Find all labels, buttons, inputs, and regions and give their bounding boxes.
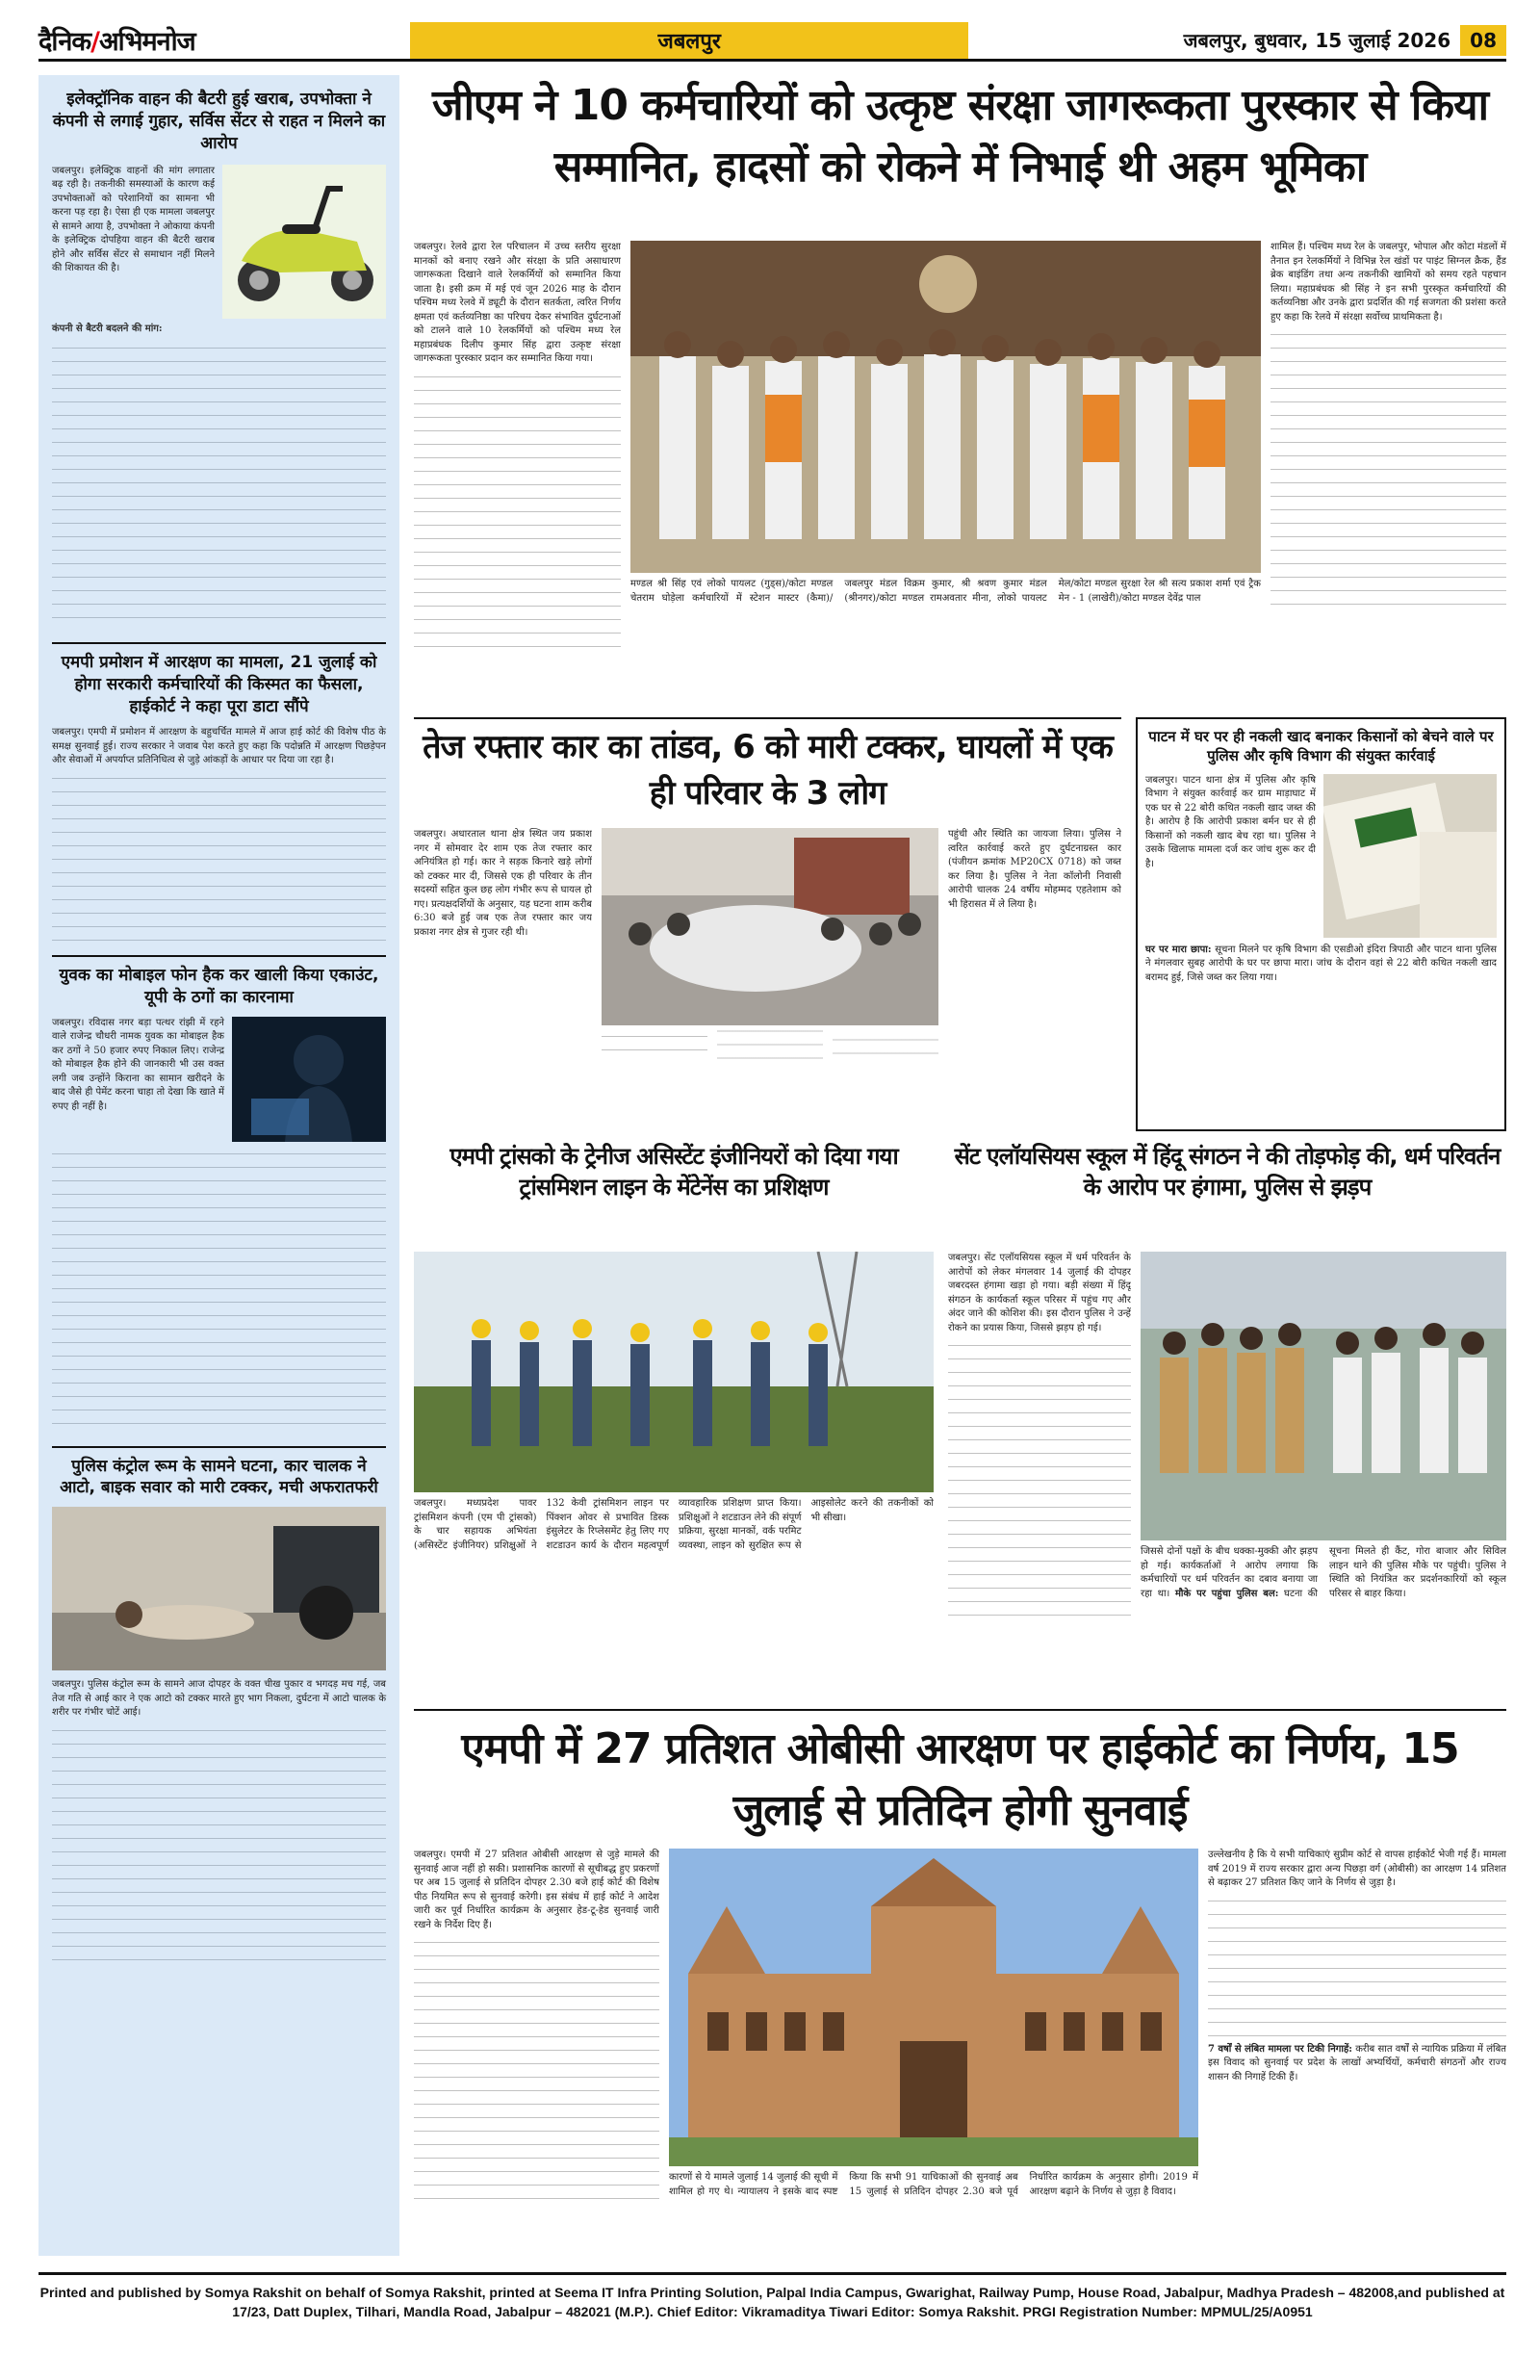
promotion-reservation-body: जबलपुर। एमपी में प्रमोशन में आरक्षण के बहुचर्चित मामले में आज हाई कोर्ट की विशेष पीठ के समक्ष सुनवाई हुई। राज्य सरकार ने जवाब पेश करते हुए कहा कि पदोन्नति में आरक्षण पिछड़ेपन और सेवाओं में अपर्याप्त प्रतिनिधित्व से जुड़े आंकड़ों के आधार पर दिया जा रहा है। [52,727,386,766]
trainees-photo [414,1252,934,1492]
school-body [948,1252,1131,1699]
ev-battery-subhead: कंपनी से बैटरी बदलने की मांग: [52,323,163,334]
school-body-text: जबलपुर। सेंट एलॉयसियस स्कूल में धर्म परिवर्तन के आरोपों को लेकर मंगलवार 14 जुलाई की दोपहर जबरदस्त हंगामा खड़ा हो गया। बड़ी संख्या में हिंदू संगठन के कार्यकर्ता स्कूल परिसर में पहुंच गए और अंदर जाने की कोशिश की। इस दौरान पुलिस ने उन्हें रोकने का प्रयास किया, जिससे झड़प हो गई। [948,1253,1131,1333]
phone-hack-text-block [52,1148,386,1436]
school-protest-photo [1141,1252,1506,1540]
speeding-car-text-block [602,1030,938,1062]
mptransco-story [414,1141,934,1203]
control-room-accident-body: जबलपुर। पुलिस कंट्रोल रूम के सामने आज दोपहर के वक्त चीख पुकार व भगदड़ मच गई, जब तेज गति से आई कार ने एक आटो को टक्कर मारते हुए भाग निकला, दुर्घटना में आटो चालक के शरीर पर गंभीर चोटें आई। [52,1679,386,1719]
fake-fertilizer-body: जबलपुर। पाटन थाना क्षेत्र में पुलिस और कृषि विभाग ने संयुक्त कार्रवाई कर ग्राम माड़ाघाट में एक घर से 22 बोरी कथित नकली खाद जब्त की है। आरोप है कि आरोपी प्रकाश बर्मन घर से ही किसानों को नकली खाद बेच रहा था। पुलिस ने उसके खिलाफ मामला दर्ज कर जांच शुरू कर दी है। [1145,774,1316,869]
mptransco-body-text: जबलपुर। मध्यप्रदेश पावर ट्रांसमिशन कंपनी (एम पी ट्रांसको) के चार सहायक अभियंता (असिस्टेंट इंजीनियर) प्रशिक्षुओं ने 132 केवी ट्रांसमिशन लाइन पर पिंक्शन ओवर से प्रभावित डिस्क इंसुलेटर के रिप्लेसमेंट हेतु लिए गए शटडाउन कार्य के दौरान महत्वपूर्ण व्यावहारिक प्रशिक्षण प्राप्त किया। प्रशिक्षुओं ने शटडाउन लेने की संपूर्ण प्रक्रिया, सुरक्षा मानकों, वर्क परमिट व्यवस्था, लाइन को सुरक्षित रूप से आइसोलेट करने की तकनीकों को भी सीखा। [414,1498,934,1551]
lead-text-block [414,371,621,660]
mptransco-body [414,1497,934,1699]
speeding-car-body-text: जबलपुर। अधारताल थाना क्षेत्र स्थित जय प्रकाश नगर में सोमवार देर शाम एक तेज रफ्तार कार अनियंत्रित हो गई। कार ने सड़क किनारे खड़े लोगों को टक्कर मार दी, जिससे एक ही परिवार के तीन सदस्यों सहित कुल छह लोग गंभीर रूप से घायल हो गए। प्रत्यक्षदर्शियों के अनुसार, यह घटना शाम करीब 6:30 बजे हुई जब एक तेज रफ्तार कार जय प्रकाश नगर क्षेत्र से गुजर रही थी। [414,829,592,938]
newspaper-logo: दैनिक/अभिमनोज [38,27,195,57]
obc-right2-text: करीब सात वर्षों से न्यायिक प्रक्रिया में लंबित इस विवाद को सुनवाई पर प्रदेश के लाखों अभ्यर्थियों, कर्मचारी संगठनों और राज्य शासन की निगाहें टिकी हैं। [1208,2043,1506,2082]
obc-body [414,1849,659,2253]
ev-battery-body: जबलपुर। इलेक्ट्रिक वाहनों की मांग लगातार बढ़ रही है। तकनीकी समस्याओं के कारण कई उपभोक्ताओं को परेशानियों का सामना भी करना पड़ रहा है। ऐसा ही एक मामला जबलपुर से सामने आया है, उपभोक्ता ने ओकाया कंपनी के इलेक्ट्रिक दोपहिया वाहन की बैटरी खराब होने और सर्विस सेंटर से समाधान नहीं मिलने की शिकायत की है। [52,165,215,274]
speeding-car-headline: तेज रफ्तार कार का तांडव, 6 को मारी टक्कर, घायलों में एक ही परिवार के 3 लोग [423,728,1113,813]
scooter-image [222,165,386,319]
lead-headline: जीएम ने 10 कर्मचारियों को उत्कृष्ट संरक्षा जागरूकता पुरस्कार से किया सम्मानित, हादसों को रोकने में निभाई थी अहम भूमिका [431,81,1489,192]
date-text: जबलपुर, बुधवार, 15 जुलाई 2026 [1183,29,1451,52]
school-text-block [948,1339,1131,1628]
school-story [948,1141,1506,1203]
obc-photo-caption [669,2171,1198,2253]
accident-victim-image [52,1507,386,1670]
brand-right: अभिमनोज [98,27,195,57]
brand-left: दैनिक [38,27,91,57]
left-sidebar [38,75,399,2256]
page-number: 08 [1460,25,1506,56]
control-room-text-block [52,1724,386,1965]
lead-right-text: शामिल हैं। पश्चिम मध्य रेल के जबलपुर, भोपाल और कोटा मंडलों में तैनात इन रेलकर्मियों ने विभिन्न रेल खंडों पर पाइंट सिग्नल क्रैक, हैंड ब्रेक बाइंडिंग तथा अन्य तकनीकी खामियों को समय रहते पहचान लिया। महाप्रबंधक श्री सिंह ने इन सभी पुरस्कृत कर्मचारियों की कर्तव्यनिष्ठा और उनके द्वारा प्रदर्शित की गई सजगता की प्रशंसा करते हुए कहा कि रेलवे में संरक्षा सर्वोच्च प्राथमिकता है। [1270,242,1506,323]
obc-right-text: उल्लेखनीय है कि ये सभी याचिकाएं सुप्रीम कोर्ट से वापस हाईकोर्ट भेजी गई हैं। मामला वर्ष 2019 में राज्य सरकार द्वारा अन्य पिछड़ा वर्ग (ओबीसी) का आरक्षण 14 प्रतिशत से बढ़ाकर 27 प्रतिशत किए जाने के निर्णय से जुड़ा है। [1208,1850,1506,1888]
promotion-reservation-headline: एमपी प्रमोशन में आरक्षण का मामला, 21 जुलाई को होगा सरकारी कर्मचारियों की किस्मत का फैसला, हाईकोर्ट ने कहा पूरा डाटा सौंपे [61,653,377,717]
lead-right-text-block [1270,328,1506,617]
fake-fertilizer-body2: सूचना मिलने पर कृषि विभाग की एसडीओ इंदिरा त्रिपाठी और पाटन थाना पुलिस ने मंगलवार सुबह आरोपी के घर पर छापा मारा। जांच के दौरान वहां से 22 बोरी कथित नकली खाद बरामद हुई, जिसे जब्त कर लिया गया। [1145,944,1498,983]
fake-fertilizer-subhead: घर पर मारा छापा: [1145,944,1212,955]
promotion-text-block [52,772,386,945]
edition-label: जबलपुर [410,22,968,59]
dateline [1184,25,1506,56]
obc-story [414,1709,1506,1842]
lead-body [414,241,621,703]
obc-text-block [414,1936,659,2206]
ev-battery-headline: इलेक्ट्रॉनिक वाहन की बैटरी हुई खराब, उपभोक्ता ने कंपनी से लगाई गुहार, सर्विस सेंटर से राहत न मिलने का आरोप [52,90,386,153]
obc-subhead: 7 वर्षों से लंबित मामला पर टिकी निगाहें: [1208,2043,1352,2055]
imprint-footer: Printed and published by Somya Rakshit on behalf of Somya Rakshit, printed at Seema IT Infra Printing Solution, Palpal India Campus, Gwarighat, Railway Pump, House Road, Jabalpur, Madhya Pradesh – 482008,and published at 17/23, Datt Duplex, Tilhari, Mandla Road, Jabalpur – 482021 (M.P.). Chief Editor: Vikramaditya Tiwari Editor: Somya Rakshit. PRGI Registration Number: MPMUL/25/A0951 [38,2272,1506,2349]
accident-crowd-photo [602,828,938,1025]
lead-photo-caption [630,578,1261,703]
phone-hack-body: जबलपुर। रविदास नगर बड़ा पत्थर रांझी में रहने वाले राजेन्द्र चौधरी नामक युवक का मोबाइल हैक कर ठगों ने 50 हजार रुपए निकाल लिए। राजेन्द्र को मोबाइल हैक होने की जानकारी भी उस वक्त लगी जब उन्होंने किराना का सामान खरीदने के बाद जैसे ही पेमेंट करना चाहा तो देखा कि खाते में रुपए ही नहीं है। [52,1017,224,1112]
obc-headline: एमपी में 27 प्रतिशत ओबीसी आरक्षण पर हाईकोर्ट का निर्णय, 15 जुलाई से प्रतिदिन होगी सुनवाई [461,1724,1459,1835]
school-right [1141,1545,1506,1699]
masthead [38,21,1506,62]
school-headline: सेंट एलॉयसियस स्कूल में हिंदू संगठन ने की तोड़फोड़ की, धर्म परिवर्तन के आरोप पर हंगामा, पुलिस से झड़प [954,1143,1501,1202]
obc-body-text: जबलपुर। एमपी में 27 प्रतिशत ओबीसी आरक्षण से जुड़े मामले की सुनवाई आज नहीं हो सकी। प्रशासनिक कारणों से सूचीबद्ध हुए प्रकरणों पर अब 15 जुलाई से प्रतिदिन दोपहर 2.30 बजे हाई कोर्ट की विशेष पीठ नियमित रूप से सुनवाई करेगी। इस संबंध में हाई कोर्ट ने आदेश जारी कर पूर्व निर्धारित कार्यक्रम के अनुसार हेड-टू-हेड सुनवाई जारी रखने के निर्देश दिए हैं। [414,1850,659,1930]
ev-battery-text-block [52,342,386,631]
fertilizer-bags-image [1323,774,1497,938]
lead-caption-text: मण्डल श्री सिंह एवं लोको पायलट (गुड्स)/कोटा मण्डल चेतराम घोड़ेला कर्मचारियों में स्टेशन मास्टर (कैमा)/जबलपुर मंडल विक्रम कुमार, श्री श्रवण कुमार मंडल (श्रीनगर)/कोटा मण्डल रामअवतार मीना, लोको पायलट मेल/कोटा मण्डल सुरक्षा रेल श्री सत्य प्रकाश शर्मा एवं ट्रैक मेन - 1 (लाखेरी)/कोटा मण्डल देवेंद्र पाल [630,579,1261,604]
speeding-car-body [414,828,592,1131]
award-ceremony-photo [630,241,1261,573]
fake-fertilizer-headline: पाटन में घर पर ही नकली खाद बनाकर किसानों को बेचने वाले पर पुलिस और कृषि विभाग की संयुक्त कार्रवाई [1148,728,1494,765]
school-right-text: जिससे दोनों पक्षों के बीच धक्का-मुक्की और झड़प हो गई। कार्यकर्ताओं ने आरोप लगाया कि कर्मचारियों पर धर्म परिवर्तन का दबाव बनाया जा रहा था। [1141,1546,1318,1599]
fake-fertilizer-story [1136,717,1506,1131]
speeding-car-continued [602,1030,938,1131]
obc-right-text-block [1208,1895,1506,2039]
speeding-car-right-text: पहुंची और स्थिति का जायजा लिया। पुलिस ने त्वरित कार्रवाई करते हुए दुर्घटनाग्रस्त कार (पंजीयन क्रमांक MP20CX 0718) को जब्त कर लिया है। पुलिस ने नेता कॉलोनी निवासी आरोपी चालक 24 वर्षीय मोहम्मद एहतेशाम को भी हिरासत में ले लिया है। [948,829,1121,910]
mptransco-headline: एमपी ट्रांसको के ट्रेनीज असिस्टेंट इंजीनियरों को दिया गया ट्रांसमिशन लाइन के मेंटेनेंस का प्रशिक्षण [449,1143,898,1202]
obc-caption-text: कारणों से ये मामले जुलाई 14 जुलाई की सूची में शामिल हो गए थे। न्यायालय ने इसके बाद स्पष्ट किया कि सभी 91 याचिकाओं की सुनवाई अब 15 जुलाई से प्रतिदिन दोपहर 2.30 बजे पूर्व निर्धारित कार्यक्रम के अनुसार होगी। 2019 में आरक्षण बढ़ाने के निर्णय से जुड़ा है विवाद। [669,2172,1198,2197]
lead-body-text: जबलपुर। रेलवे द्वारा रेल परिचालन में उच्च स्तरीय सुरक्षा मानकों को बनाए रखने और संरक्षा के प्रति असाधारण जागरूकता दिखाने वाले रेलकर्मियों को सम्मानित किया जाता है। इसी क्रम में मई एवं जून 2026 माह के दौरान पश्चिम मध्य रेलवे में ड्यूटी के दौरान सतर्कता, त्वरित निर्णय क्षमता एवं कर्तव्यनिष्ठा का परिचय देकर संभावित दुर्घटनाओं को टालने वाले 10 रेलकर्मियों को पश्चिम मध्य रेल महाप्रबंधक दिलीप कुमार सिंह द्वारा उत्कृष्ट संरक्षा जागरूकता पुरस्कार प्रदान कर सम्मानित किया गया। [414,242,621,364]
school-right2-text: घटना की सूचना मिलते ही कैंट, गोरा बाजार और सिविल लाइन थाने की पुलिस मौके पर पहुंची। पुलिस ने स्थिति को नियंत्रित कर प्रदर्शनकारियों को स्कूल परिसर से बाहर किया। [1284,1546,1506,1599]
lead-right-column [1270,241,1506,703]
lead-story [414,75,1506,198]
speeding-car-right [948,828,1121,1131]
high-court-photo [669,1849,1198,2166]
phone-hack-headline: युवक का मोबाइल फोन हैक कर खाली किया एकाउंट, यूपी के ठगों का कारनामा [59,965,379,1007]
hacker-image [232,1017,386,1142]
obc-right [1208,1849,1506,2253]
control-room-accident-headline: पुलिस कंट्रोल रूम के सामने घटना, कार चालक ने आटो, बाइक सवार को मारी टक्कर, मची अफरातफरी [60,1456,378,1498]
school-subhead: मौके पर पहुंचा पुलिस बल: [1174,1588,1279,1599]
